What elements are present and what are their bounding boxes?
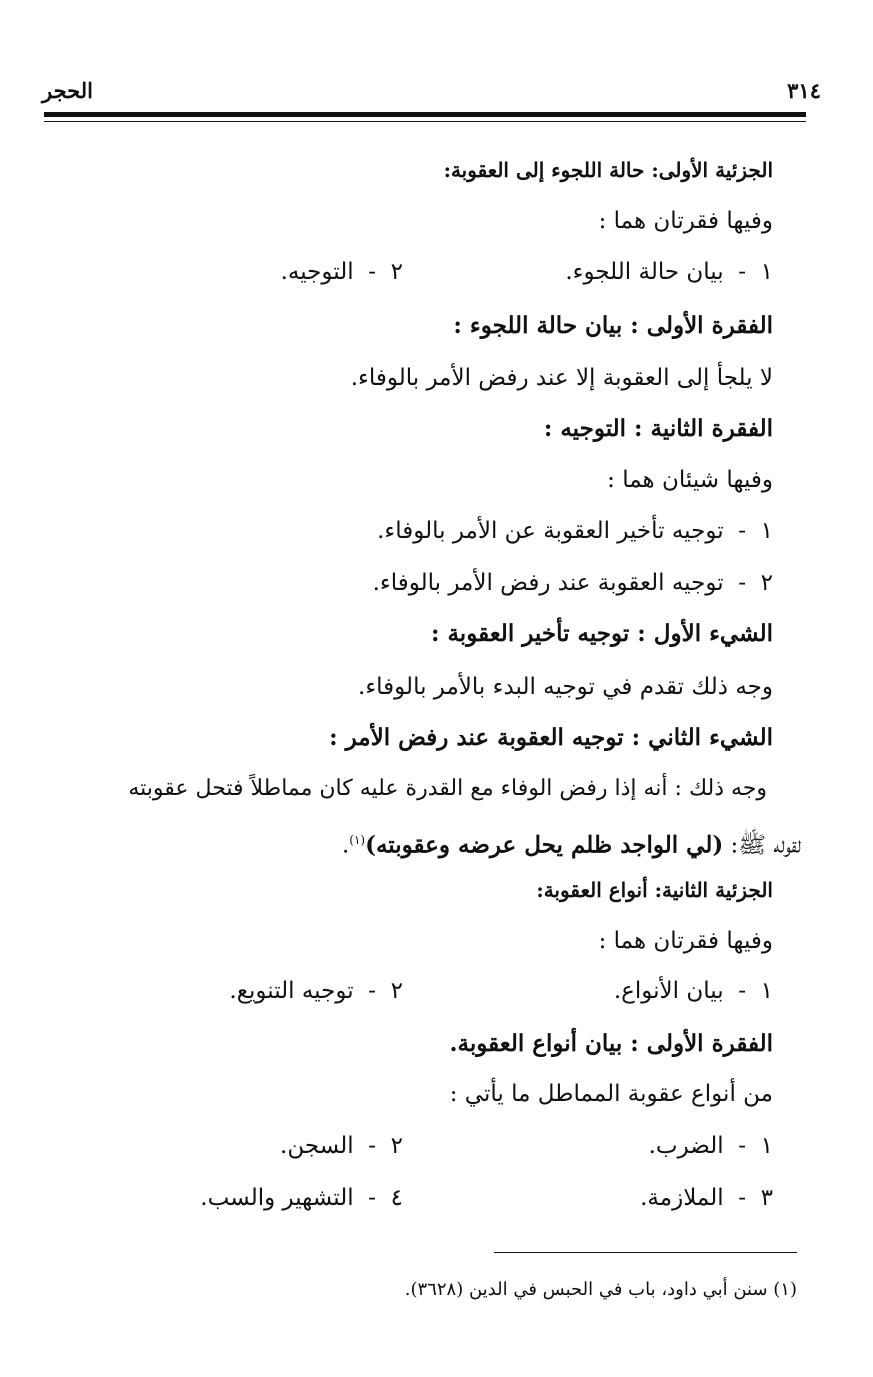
- sub1-list: [173, 255, 773, 289]
- list-item: ٢ - توجيه التنويع.: [229, 978, 403, 1004]
- list-item: ٣ - الملازمة.: [640, 1185, 773, 1211]
- sub2-list: [173, 974, 773, 1008]
- types-list-row2: [173, 1181, 773, 1215]
- thing2-heading: الشيء الثاني : توجيه العقوبة عند رفض الأمر :: [329, 724, 773, 751]
- para3-heading: الفقرة الأولى : بيان أنواع العقوبة.: [449, 1030, 773, 1057]
- list-item: ٢ - التوجيه.: [280, 259, 403, 285]
- types-list-row1: [173, 1129, 773, 1163]
- thing1-heading: الشيء الأول : توجيه تأخير العقوبة :: [430, 620, 773, 647]
- running-title: الحجر: [42, 78, 93, 103]
- para2-heading: الفقرة الثانية : التوجيه :: [543, 415, 773, 442]
- list-item: ١ - بيان حالة اللجوء.: [565, 259, 773, 285]
- sub1-heading: الجزئية الأولى: حالة اللجوء إلى العقوبة:: [443, 158, 773, 182]
- list-item: ٢ - توجيه العقوبة عند رفض الأمر بالوفاء.: [372, 570, 773, 596]
- thing2-line2: لقوله ﷺ: (لي الواجد ظلم يحل عرضه وعقوبته)$^{(١)}$.: [341, 831, 801, 859]
- list-item: ١ - بيان الأنواع.: [613, 978, 773, 1004]
- thing1-text: وجه ذلك تقدم في توجيه البدء بالأمر بالوفاء.: [358, 674, 773, 700]
- list-item: ٤ - التشهير والسب.: [200, 1185, 403, 1211]
- list-item: ١ - توجيه تأخير العقوبة عن الأمر بالوفاء.: [377, 518, 773, 544]
- list-item: ٢ - السجن.: [280, 1133, 403, 1159]
- list-item: ١ - الضرب.: [648, 1133, 773, 1159]
- sub2-intro: وفيها فقرتان هما :: [598, 928, 773, 954]
- hadith-quote: (لي الواجد ظلم يحل عرضه وعقوبته): [365, 831, 724, 859]
- para3-intro: من أنواع عقوبة المماطل ما يأتي :: [449, 1081, 773, 1107]
- footnote-ref[interactable]: (١): [349, 833, 366, 847]
- footnote: (١) سنن أبي داود، باب في الحبس في الدين (٣٦٢٨).: [404, 1279, 797, 1300]
- header-rule-thick: [44, 112, 806, 117]
- para1-heading: الفقرة الأولى : بيان حالة اللجوء :: [453, 312, 773, 339]
- para1-text: لا يلجأ إلى العقوبة إلا عند رفض الأمر بالوفاء.: [350, 365, 773, 391]
- header-rule-thin: [44, 121, 806, 122]
- sub1-intro: وفيها فقرتان هما :: [598, 208, 773, 234]
- footnote-divider: [494, 1252, 797, 1253]
- sub2-heading: الجزئية الثانية: أنواع العقوبة:: [536, 878, 773, 902]
- page-number: ٣١٤: [787, 78, 821, 103]
- thing2-line1: وجه ذلك : أنه إذا رفض الوفاء مع القدرة عليه كان مماطلاً فتحل عقوبته: [128, 776, 767, 801]
- para2-intro: وفيها شيئان هما :: [607, 467, 773, 493]
